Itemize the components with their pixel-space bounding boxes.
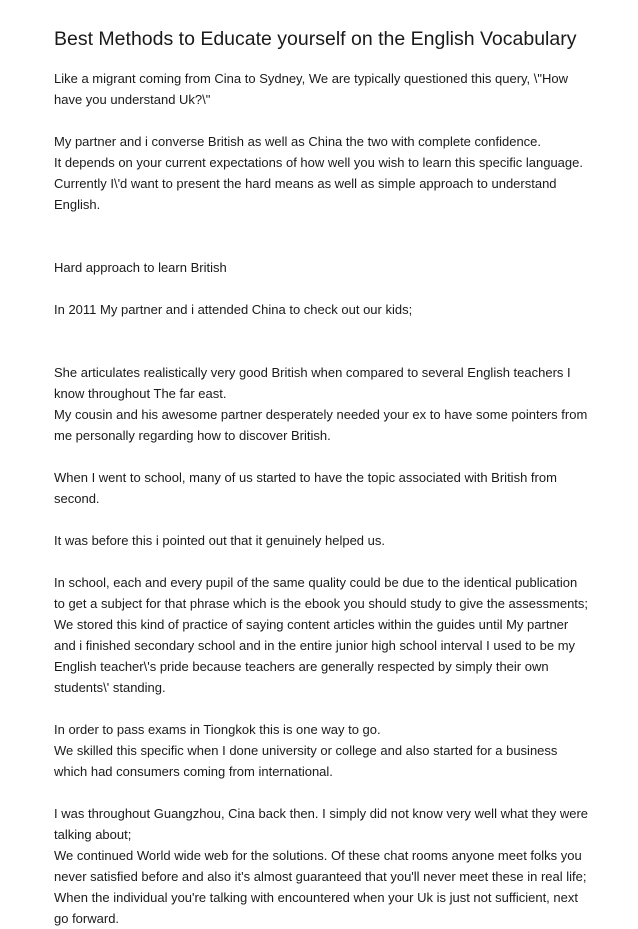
section-heading-hard-approach	[54, 257, 594, 278]
document-page	[54, 26, 594, 929]
text-line: which had consumers coming from international.	[54, 764, 333, 779]
paragraph-helped	[54, 530, 594, 551]
text-line: English teacher\'s pride because teachers are generally respected by simply their own	[54, 659, 549, 674]
text-line: me personally regarding how to discover British.	[54, 428, 331, 443]
text-line: In school, each and every pupil of the same quality could be due to the identical publication	[54, 575, 578, 590]
paragraph-cousin	[54, 362, 594, 446]
text-line: It depends on your current expectations of how well you wish to learn this specific language.	[54, 155, 583, 170]
text-line: to get a subject for that phrase which is the ebook you should study to give the assessments;	[54, 596, 589, 611]
text-line: have you understand Uk?\"	[54, 92, 211, 107]
text-line: Currently I\'d want to present the hard means as well as simple approach to understand	[54, 176, 557, 191]
text-line: second.	[54, 491, 100, 506]
text-line: It was before this i pointed out that it genuinely helped us.	[54, 533, 385, 548]
text-line: Like a migrant coming from Cina to Sydney, We are typically questioned this query, \"How	[54, 71, 569, 86]
text-line: talking about;	[54, 827, 132, 842]
text-line: never satisfied before and also it's almost guaranteed that you'll never meet these in real life;	[54, 869, 587, 884]
text-line: We continued World wide web for the solutions. Of these chat rooms anyone meet folks you	[54, 848, 582, 863]
document-title: Best Methods to Educate yourself on the English Vocabulary	[54, 28, 577, 50]
paragraph-china-visit	[54, 299, 594, 320]
text-line: I was throughout Guangzhou, Cina back then. I simply did not know very well what they were	[54, 806, 589, 821]
text-line: When the individual you're talking with encountered when your Uk is just not sufficient, next	[54, 890, 578, 905]
text-line: When I went to school, many of us started to have the topic associated with British from	[54, 470, 557, 485]
text-line: We skilled this specific when I done university or college and also started for a business	[54, 743, 558, 758]
text-line: We stored this kind of practice of saying content articles within the guides until My partner	[54, 617, 569, 632]
text-line: English.	[54, 197, 101, 212]
text-line: students\' standing.	[54, 680, 166, 695]
paragraph-guangzhou	[54, 803, 594, 929]
text-line: go forward.	[54, 911, 120, 926]
text-line: My partner and i converse British as well as China the two with complete confidence.	[54, 134, 542, 149]
paragraph-confidence	[54, 131, 594, 215]
paragraph-exams	[54, 719, 594, 782]
text-line: Hard approach to learn British	[54, 260, 227, 275]
paragraph-publication	[54, 572, 594, 698]
text-line: know throughout The far east.	[54, 386, 227, 401]
text-line: She articulates realistically very good British when compared to several English teachers I	[54, 365, 571, 380]
text-line: My cousin and his awesome partner desperately needed your ex to have some pointers from	[54, 407, 588, 422]
text-line: In 2011 My partner and i attended China to check out our kids;	[54, 302, 413, 317]
paragraph-intro	[54, 68, 594, 110]
paragraph-school	[54, 467, 594, 509]
text-line: In order to pass exams in Tiongkok this is one way to go.	[54, 722, 381, 737]
text-line: and i finished secondary school and in the entire junior high school interval I used to be my	[54, 638, 576, 653]
